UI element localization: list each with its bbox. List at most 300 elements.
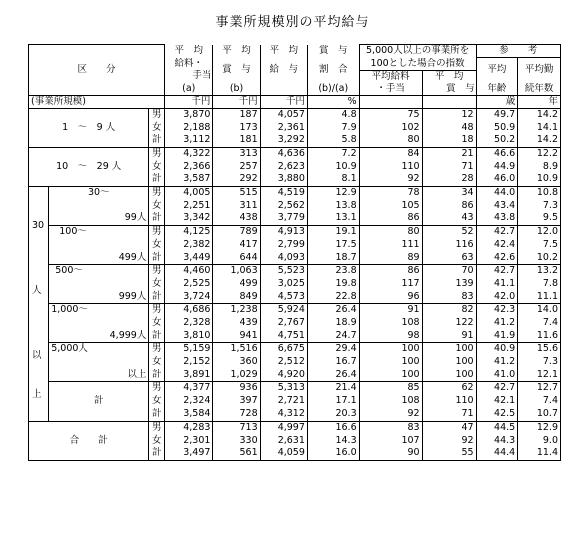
value-cell: 728	[213, 408, 260, 421]
value-cell: 23.8	[307, 264, 359, 277]
value-cell: 28	[422, 173, 476, 186]
value-cell: 46.6	[476, 147, 518, 160]
value-cell: 24.7	[307, 330, 359, 343]
col-total-header-3	[260, 83, 307, 96]
value-cell: 4,460	[165, 264, 213, 277]
value-cell: 10.9	[307, 160, 359, 173]
value-cell: 4,005	[165, 186, 213, 199]
value-cell: 107	[359, 434, 422, 447]
value-cell: 40.9	[476, 343, 518, 356]
sub-label-30-top: 30～	[49, 186, 149, 199]
value-cell: 3,342	[165, 212, 213, 225]
table-row	[29, 395, 561, 408]
value-cell: 4,997	[260, 421, 307, 434]
value-cell: 257	[213, 160, 260, 173]
table-row	[29, 225, 561, 238]
value-cell: 4,913	[260, 225, 307, 238]
value-cell: 85	[359, 382, 422, 395]
value-cell: 187	[213, 108, 260, 121]
value-cell: 2,512	[260, 356, 307, 369]
value-cell: 1,238	[213, 303, 260, 316]
ref-tenure-header-1: 平均勤	[518, 58, 561, 83]
group-label-1-9: 1 ～ 9 人	[29, 108, 149, 147]
sex-cell: 計	[149, 212, 165, 225]
value-cell: 439	[213, 316, 260, 329]
value-cell: 80	[359, 134, 422, 147]
sex-cell: 男	[149, 264, 165, 277]
sub-label-subtotal-bot	[49, 408, 149, 421]
value-cell: 50.2	[476, 134, 518, 147]
value-cell: 44.4	[476, 447, 518, 460]
sex-cell: 男	[149, 303, 165, 316]
value-cell: 2,324	[165, 395, 213, 408]
value-cell: 108	[359, 395, 422, 408]
value-cell: 84	[359, 147, 422, 160]
value-cell: 2,767	[260, 316, 307, 329]
index-wage-header-2: ・手当	[359, 83, 422, 96]
value-cell: 1,516	[213, 343, 260, 356]
value-cell: 42.7	[476, 264, 518, 277]
col-ratio-header-1: 賞 与	[307, 45, 359, 58]
sex-cell: 女	[149, 434, 165, 447]
value-cell: 111	[359, 238, 422, 251]
value-cell: 515	[213, 186, 260, 199]
value-cell: 11.6	[518, 330, 561, 343]
value-cell: 86	[359, 264, 422, 277]
value-cell: 292	[213, 173, 260, 186]
value-cell: 42.7	[476, 382, 518, 395]
sex-cell: 女	[149, 356, 165, 369]
value-cell: 4,377	[165, 382, 213, 395]
value-cell: 13.2	[518, 264, 561, 277]
value-cell: 26.4	[307, 369, 359, 382]
sub-label-1000-bot: 4,999人	[49, 330, 149, 343]
value-cell: 108	[359, 316, 422, 329]
value-cell: 92	[359, 173, 422, 186]
salary-table	[28, 44, 561, 461]
value-cell: 12.0	[518, 225, 561, 238]
table-row	[29, 421, 561, 434]
value-cell: 41.1	[476, 277, 518, 290]
value-cell: 50.9	[476, 121, 518, 134]
table-row	[29, 408, 561, 421]
table-row	[29, 251, 561, 264]
value-cell: 2,188	[165, 121, 213, 134]
value-cell: 63	[422, 251, 476, 264]
value-cell: 4,093	[260, 251, 307, 264]
value-cell: 2,631	[260, 434, 307, 447]
value-cell: 110	[359, 160, 422, 173]
value-cell: 43.8	[476, 212, 518, 225]
value-cell: 313	[213, 147, 260, 160]
value-cell: 71	[422, 408, 476, 421]
unit-index-wage	[359, 95, 422, 108]
col-a-header-2: 給料・	[165, 58, 213, 71]
value-cell: 1,063	[213, 264, 260, 277]
value-cell: 13.8	[307, 199, 359, 212]
value-cell: 83	[422, 290, 476, 303]
value-cell: 7.3	[518, 356, 561, 369]
value-cell: 3,497	[165, 447, 213, 460]
table-row	[29, 290, 561, 303]
value-cell: 16.6	[307, 421, 359, 434]
value-cell: 41.0	[476, 369, 518, 382]
sex-cell: 女	[149, 277, 165, 290]
value-cell: 2,301	[165, 434, 213, 447]
table-row	[29, 330, 561, 343]
sub-label-100-bot: 499人	[49, 251, 149, 264]
ref-group-header: 参 考	[476, 45, 560, 58]
value-cell: 44.5	[476, 421, 518, 434]
value-cell: 3,891	[165, 369, 213, 382]
ref-age-header-1: 平均	[476, 58, 518, 83]
value-cell: 18	[422, 134, 476, 147]
page-title: 事業所規模別の平均給与	[215, 15, 370, 30]
unit-ratio: %	[307, 95, 359, 108]
value-cell: 92	[359, 408, 422, 421]
value-cell: 19.8	[307, 277, 359, 290]
table-row	[29, 199, 561, 212]
value-cell: 8.9	[518, 160, 561, 173]
value-cell: 9.0	[518, 434, 561, 447]
value-cell: 62	[422, 382, 476, 395]
value-cell: 34	[422, 186, 476, 199]
value-cell: 42.4	[476, 238, 518, 251]
value-cell: 49.7	[476, 108, 518, 121]
value-cell: 55	[422, 447, 476, 460]
value-cell: 2,152	[165, 356, 213, 369]
value-cell: 3,025	[260, 277, 307, 290]
value-cell: 21.4	[307, 382, 359, 395]
sex-cell: 女	[149, 238, 165, 251]
value-cell: 41.2	[476, 356, 518, 369]
value-cell: 499	[213, 277, 260, 290]
value-cell: 42.5	[476, 408, 518, 421]
value-cell: 7.2	[307, 147, 359, 160]
table-row	[29, 316, 561, 329]
value-cell: 941	[213, 330, 260, 343]
value-cell: 4,751	[260, 330, 307, 343]
sub-label-5000-bot: 以上	[49, 369, 149, 382]
value-cell: 12.7	[518, 382, 561, 395]
value-cell: 116	[422, 238, 476, 251]
value-cell: 3,810	[165, 330, 213, 343]
unit-b: 千円	[213, 95, 260, 108]
sex-cell: 計	[149, 330, 165, 343]
value-cell: 4,059	[260, 447, 307, 460]
value-cell: 360	[213, 356, 260, 369]
value-cell: 3,584	[165, 408, 213, 421]
ref-age-header-2: 年齢	[476, 83, 518, 96]
value-cell: 14.3	[307, 434, 359, 447]
col-a-header-4: (a)	[165, 83, 213, 96]
value-cell: 1,029	[213, 369, 260, 382]
value-cell: 789	[213, 225, 260, 238]
sex-cell: 計	[149, 251, 165, 264]
col-b-header-2: 賞 与	[213, 58, 260, 83]
value-cell: 90	[359, 447, 422, 460]
sub-label-100-top: 100～	[49, 225, 149, 238]
value-cell: 21	[422, 147, 476, 160]
index-bonus-header-2: 賞 与	[422, 83, 476, 96]
value-cell: 15.6	[518, 343, 561, 356]
big-group-30-label: 30	[32, 219, 45, 231]
table-row	[29, 264, 561, 277]
value-cell: 2,328	[165, 316, 213, 329]
value-cell: 18.7	[307, 251, 359, 264]
grand-total-label: 合 計	[29, 421, 149, 460]
value-cell: 5,313	[260, 382, 307, 395]
sub-label-500-mid	[49, 277, 149, 290]
value-cell: 2,721	[260, 395, 307, 408]
sex-cell: 計	[149, 173, 165, 186]
value-cell: 100	[359, 369, 422, 382]
sub-label-30-bot: 99人	[49, 212, 149, 225]
big-group-ue-label: 上	[32, 388, 42, 400]
value-cell: 41.2	[476, 316, 518, 329]
col-a-header-1: 平 均	[165, 45, 213, 58]
value-cell: 10.8	[518, 186, 561, 199]
value-cell: 3,292	[260, 134, 307, 147]
index-bonus-header-1: 平 均	[422, 70, 476, 83]
value-cell: 173	[213, 121, 260, 134]
value-cell: 7.9	[307, 121, 359, 134]
value-cell: 82	[422, 303, 476, 316]
value-cell: 10.7	[518, 408, 561, 421]
value-cell: 44.9	[476, 160, 518, 173]
value-cell: 2,361	[260, 121, 307, 134]
value-cell: 92	[422, 434, 476, 447]
value-cell: 2,382	[165, 238, 213, 251]
col-total-header-1: 平 均	[260, 45, 307, 58]
value-cell: 3,724	[165, 290, 213, 303]
value-cell: 3,779	[260, 212, 307, 225]
value-cell: 19.1	[307, 225, 359, 238]
value-cell: 80	[359, 225, 422, 238]
value-cell: 9.5	[518, 212, 561, 225]
sub-label-500-bot: 999人	[49, 290, 149, 303]
sex-cell: 女	[149, 160, 165, 173]
sex-cell: 男	[149, 108, 165, 121]
value-cell: 397	[213, 395, 260, 408]
value-cell: 14.1	[518, 121, 561, 134]
sex-cell: 男	[149, 147, 165, 160]
value-cell: 181	[213, 134, 260, 147]
col-b-header-1: 平 均	[213, 45, 260, 58]
value-cell: 3,112	[165, 134, 213, 147]
value-cell: 41.9	[476, 330, 518, 343]
sub-label-500-top: 500～	[49, 264, 149, 277]
value-cell: 561	[213, 447, 260, 460]
value-cell: 14.0	[518, 303, 561, 316]
value-cell: 22.8	[307, 290, 359, 303]
sex-cell: 男	[149, 343, 165, 356]
value-cell: 5,523	[260, 264, 307, 277]
value-cell: 2,251	[165, 199, 213, 212]
value-cell: 102	[359, 121, 422, 134]
value-cell: 105	[359, 199, 422, 212]
value-cell: 52	[422, 225, 476, 238]
sex-cell: 計	[149, 447, 165, 460]
value-cell: 86	[359, 212, 422, 225]
value-cell: 16.7	[307, 356, 359, 369]
index-group-header-2: 100とした場合の指数	[359, 58, 476, 71]
value-cell: 3,870	[165, 108, 213, 121]
value-cell: 644	[213, 251, 260, 264]
sub-label-subtotal: 計	[49, 395, 149, 408]
value-cell: 2,525	[165, 277, 213, 290]
value-cell: 42.0	[476, 290, 518, 303]
value-cell: 5,159	[165, 343, 213, 356]
sex-cell: 男	[149, 186, 165, 199]
value-cell: 70	[422, 264, 476, 277]
value-cell: 5.8	[307, 134, 359, 147]
value-cell: 12.1	[518, 369, 561, 382]
value-cell: 7.4	[518, 395, 561, 408]
sex-cell: 計	[149, 290, 165, 303]
value-cell: 100	[359, 356, 422, 369]
index-wage-header-1: 平均給料	[359, 70, 422, 83]
value-cell: 13.1	[307, 212, 359, 225]
col-ratio-header-3: (b)/(a)	[307, 83, 359, 96]
table-row	[29, 277, 561, 290]
value-cell: 43.4	[476, 199, 518, 212]
value-cell: 18.9	[307, 316, 359, 329]
value-cell: 100	[422, 343, 476, 356]
value-cell: 713	[213, 421, 260, 434]
value-cell: 10.9	[518, 173, 561, 186]
col-b-header-3: (b)	[213, 83, 260, 96]
value-cell: 10.2	[518, 251, 561, 264]
value-cell: 4,125	[165, 225, 213, 238]
value-cell: 100	[422, 356, 476, 369]
value-cell: 91	[422, 330, 476, 343]
unit-a: 千円	[165, 95, 213, 108]
table-row	[29, 186, 561, 199]
value-cell: 4,636	[260, 147, 307, 160]
value-cell: 12	[422, 108, 476, 121]
value-cell: 2,562	[260, 199, 307, 212]
table-row	[29, 108, 561, 121]
value-cell: 5,924	[260, 303, 307, 316]
big-group-column	[29, 186, 49, 421]
value-cell: 42.7	[476, 225, 518, 238]
value-cell: 117	[359, 277, 422, 290]
value-cell: 100	[422, 369, 476, 382]
value-cell: 78	[359, 186, 422, 199]
sub-label-30-mid	[49, 199, 149, 212]
value-cell: 4,686	[165, 303, 213, 316]
value-cell: 7.4	[518, 316, 561, 329]
value-cell: 849	[213, 290, 260, 303]
sex-cell: 男	[149, 421, 165, 434]
value-cell: 4,573	[260, 290, 307, 303]
value-cell: 3,587	[165, 173, 213, 186]
value-cell: 17.1	[307, 395, 359, 408]
table-row	[29, 212, 561, 225]
value-cell: 6,675	[260, 343, 307, 356]
value-cell: 100	[359, 343, 422, 356]
sex-cell: 計	[149, 134, 165, 147]
value-cell: 12.9	[518, 421, 561, 434]
unit-label: (事業所規模)	[29, 95, 165, 108]
value-cell: 3,880	[260, 173, 307, 186]
sex-cell: 男	[149, 382, 165, 395]
value-cell: 7.3	[518, 199, 561, 212]
value-cell: 71	[422, 160, 476, 173]
table-row	[29, 382, 561, 395]
value-cell: 46.0	[476, 173, 518, 186]
value-cell: 86	[422, 199, 476, 212]
sex-cell: 女	[149, 121, 165, 134]
sub-label-100-mid	[49, 238, 149, 251]
value-cell: 43	[422, 212, 476, 225]
value-cell: 14.2	[518, 134, 561, 147]
value-cell: 89	[359, 251, 422, 264]
sub-label-1000-top: 1,000～	[49, 303, 149, 316]
value-cell: 44.3	[476, 434, 518, 447]
value-cell: 110	[422, 395, 476, 408]
value-cell: 2,799	[260, 238, 307, 251]
unit-age: 歳	[476, 95, 518, 108]
value-cell: 29.4	[307, 343, 359, 356]
value-cell: 96	[359, 290, 422, 303]
value-cell: 14.2	[518, 108, 561, 121]
unit-total: 千円	[260, 95, 307, 108]
value-cell: 98	[359, 330, 422, 343]
sub-label-5000-top: 5,000人	[49, 343, 149, 356]
unit-tenure: 年	[518, 95, 561, 108]
sex-cell: 計	[149, 408, 165, 421]
value-cell: 83	[359, 421, 422, 434]
table-row	[29, 356, 561, 369]
big-group-i-label: 以	[32, 349, 42, 361]
value-cell: 4.8	[307, 108, 359, 121]
unit-index-bonus	[422, 95, 476, 108]
sex-cell: 女	[149, 316, 165, 329]
value-cell: 47	[422, 421, 476, 434]
value-cell: 20.3	[307, 408, 359, 421]
value-cell: 42.6	[476, 251, 518, 264]
index-group-header-1: 5,000人以上の事業所を	[359, 45, 476, 58]
value-cell: 438	[213, 212, 260, 225]
value-cell: 11.4	[518, 447, 561, 460]
value-cell: 4,519	[260, 186, 307, 199]
col-ratio-header-2: 割 合	[307, 58, 359, 83]
value-cell: 936	[213, 382, 260, 395]
category-header: 区 分	[29, 45, 165, 96]
value-cell: 4,283	[165, 421, 213, 434]
big-group-person-label: 人	[32, 284, 42, 296]
table-row	[29, 147, 561, 160]
value-cell: 4,312	[260, 408, 307, 421]
value-cell: 44.0	[476, 186, 518, 199]
value-cell: 3,449	[165, 251, 213, 264]
value-cell: 4,057	[260, 108, 307, 121]
table-row	[29, 343, 561, 356]
col-a-header-3: 手当	[165, 70, 213, 83]
group-label-10-29: 10 ～ 29 人	[29, 147, 149, 186]
sub-label-1000-mid	[49, 316, 149, 329]
value-cell: 42.1	[476, 395, 518, 408]
table-row	[29, 238, 561, 251]
value-cell: 7.8	[518, 277, 561, 290]
col-total-header-2: 給 与	[260, 58, 307, 83]
table-row	[29, 303, 561, 316]
value-cell: 26.4	[307, 303, 359, 316]
value-cell: 122	[422, 316, 476, 329]
value-cell: 2,366	[165, 160, 213, 173]
